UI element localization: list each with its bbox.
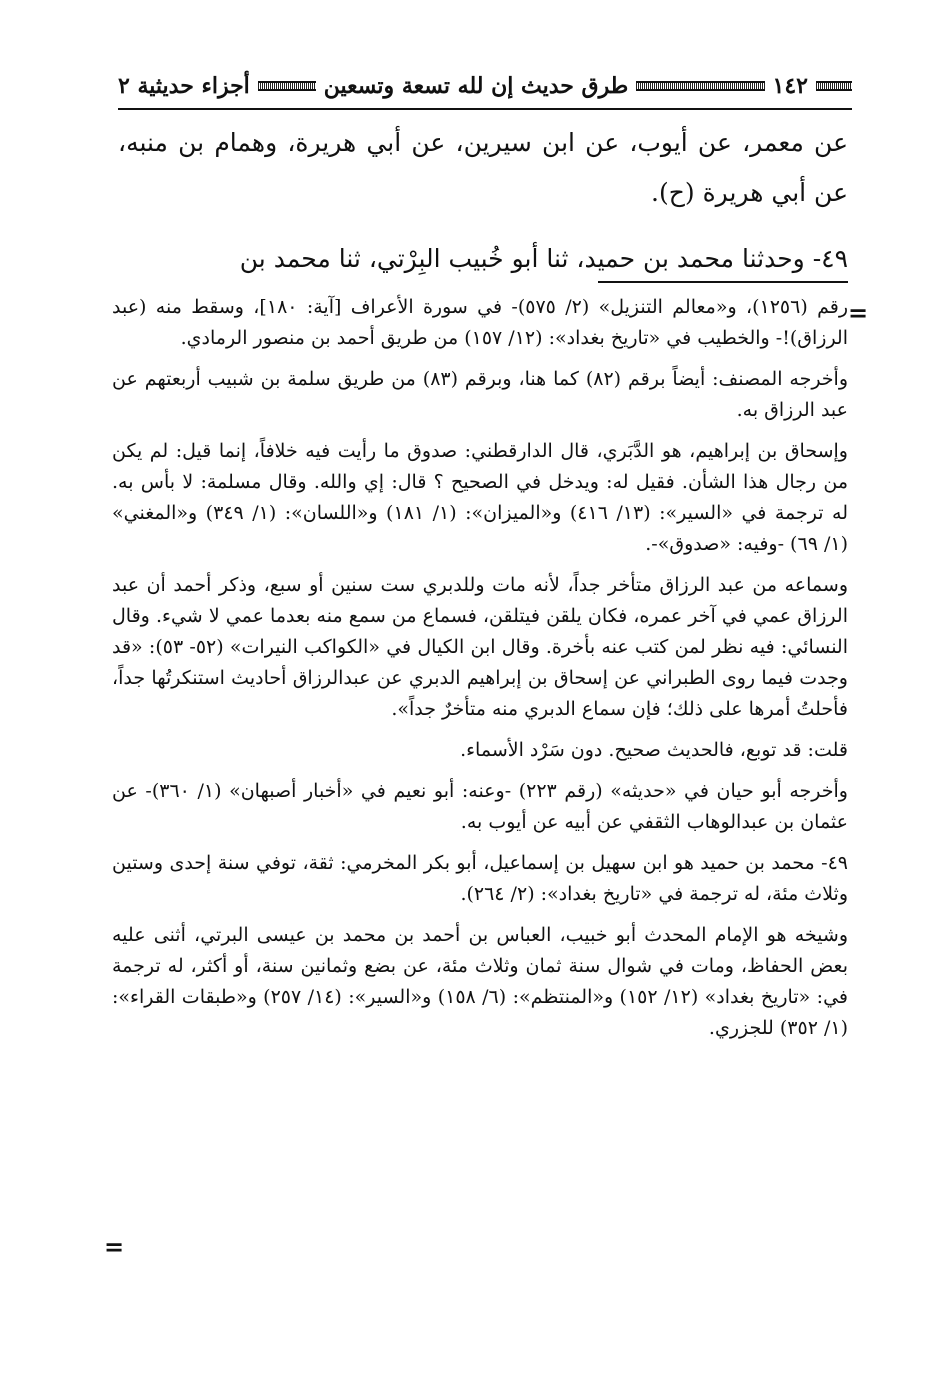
- footnote-paragraph: وأخرجه المصنف: أيضاً برقم (٨٢) كما هنا، وبرقم (٨٣) من طريق سلمة بن شبيب أربعتهم عن عبد الرزاق به.: [112, 368, 848, 421]
- footnote-paragraph: وسماعه من عبد الرزاق متأخر جداً، لأنه مات وللدبري ست سنين أو سبع، وذكر أحمد أن عبد الرزاق عمي في آخر عمره، فكان يلقن فيتلقن، فسماع من سمع منه بعدما عمي لا شيء. وقال النسائي: فيه نظر لمن كتب عنه بأخرة. وقال ابن الكيال في «الكواكب النيرات» (٥٢- ٥٣): «قد وجدت فيما روى الطبراني عن إسحاق بن إبراهيم الدبري عن عبدالرزاق أحاديث استنكرتُها جداً، فأحلتُ أمرها على ذلك؛ فإن سماع الدبري منه متأخرٌ جداً».: [112, 574, 848, 720]
- header-rule: [118, 108, 852, 110]
- running-header: [118, 66, 852, 106]
- main-text: [118, 118, 848, 284]
- footnote-paragraph: ٤٩- محمد بن حميد هو ابن سهيل بن إسماعيل، أبو بكر المخرمي: ثقة، توفي سنة إحدى وستين وثلاث مئة، له ترجمة في «تاريخ بغداد»: (٢/ ٢٦٤).: [112, 852, 848, 905]
- footnote-paragraph: وأخرجه أبو حيان في «حديثه» (رقم ٢٢٣) -وعنه: أبو نعيم في «أخبار أصبهان» (١/ ٣٦٠)- عن عثمان بن عبدالوهاب الثقفي عن أبيه عن أيوب به.: [112, 780, 848, 833]
- header-ornament-bar: [636, 81, 764, 91]
- footnotes: [112, 292, 848, 1054]
- header-ornament-bar: [258, 81, 316, 91]
- continuation-mark-top: =: [848, 298, 869, 327]
- main-paragraph: عن معمر، عن أيوب، عن ابن سيرين، عن أبي هريرة، وهمام بن منبه، عن أبي هريرة (ح).: [118, 128, 848, 207]
- footnote-paragraph: رقم (١٢٥٦)، و«معالم التنزيل» (٢/ ٥٧٥)- في سورة الأعراف [آية: ١٨٠]، وسقط منه (عبد الرزاق)!- والخطيب في «تاريخ بغداد»: (١٢/ ١٥٧) من طريق أحمد بن منصور الرمادي.: [112, 296, 848, 349]
- continuation-mark-bottom: =: [104, 1232, 125, 1261]
- footnote-separator: [598, 281, 848, 283]
- header-ornament-bar: [816, 81, 852, 91]
- page-number: ١٤٢: [772, 73, 808, 99]
- header-section: أجزاء حديثية ٢: [118, 73, 250, 99]
- footnote-paragraph: قلت: قد توبع، فالحديث صحيح. دون سَرْد الأسماء.: [460, 739, 848, 761]
- footnote-paragraph: وشيخه هو الإمام المحدث أبو خبيب، العباس بن أحمد بن محمد بن عيسى البرتي، أثنى عليه بعض الحفاظ، ومات في شوال سنة ثمان وثلاث مئة، عن بضع وثمانين سنة، أو أكثر، له ترجمة في: «تاريخ بغداد» (١٢/ ١٥٢) و«المنتظم»: (٦/ ١٥٨) و«السير»: (١٤/ ٢٥٧) و«طبقات القراء»: (١/ ٣٥٢) للجزري.: [112, 924, 848, 1039]
- footnote-paragraph: وإسحاق بن إبراهيم، هو الدَّبَري، قال الدارقطني: صدوق ما رأيت فيه خلافاً، إنما قيل: لم يكن من رجال هذا الشأن. فقيل له: ويدخل في الصحيح ؟ قال: إي والله. وقال مسلمة: لا بأس به. له ترجمة في «السير»: (١٣/ ٤١٦) و«الميزان»: (١/ ١٨١) و«اللسان»: (١/ ٣٤٩) و«المغني» (١/ ٦٩) -وفيه: «صدوق»-.: [112, 440, 848, 555]
- header-title: طرق حديث إن لله تسعة وتسعين: [323, 73, 629, 99]
- hadith-paragraph: ٤٩- وحدثنا محمد بن حميد، ثنا أبو خُبيب البِرْتي، ثنا محمد بن: [239, 244, 848, 273]
